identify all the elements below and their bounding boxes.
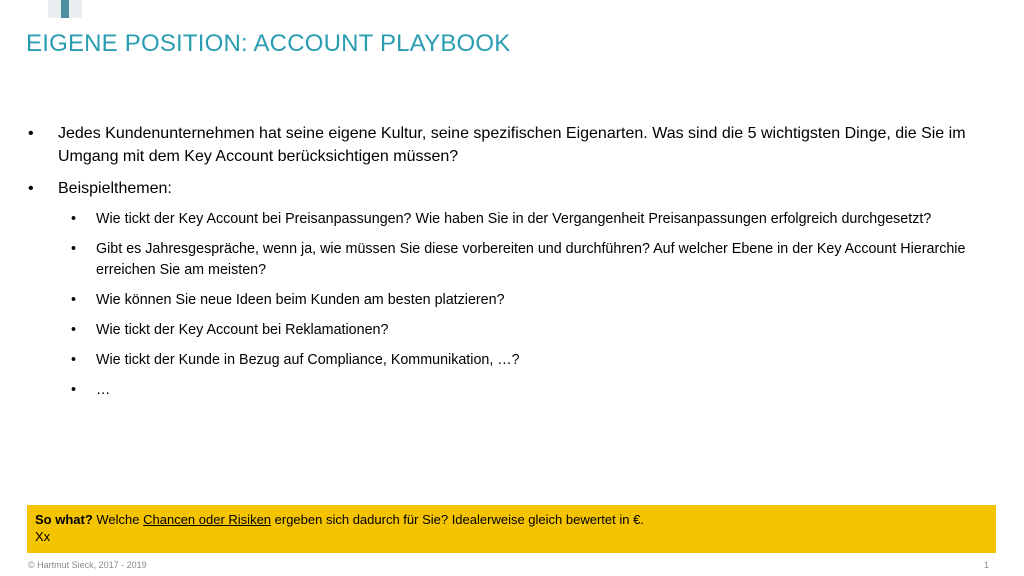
bullet-dot: • — [71, 382, 77, 398]
subbullet-item — [26, 350, 1006, 371]
subbullet-text: Wie können Sie neue Ideen beim Kunden am besten platzieren? — [96, 292, 505, 308]
subbullet-text: Wie tickt der Kunde in Bezug auf Compliance, Kommunikation, …? — [96, 352, 520, 368]
subbullet-item — [26, 209, 1006, 230]
subbullet-item — [26, 380, 1006, 401]
so-what-label: So what? — [35, 512, 93, 527]
bullet-dot: • — [71, 241, 77, 257]
so-what-line2: Xx — [35, 529, 51, 544]
page-number: 1 — [984, 560, 990, 570]
so-what-box — [27, 505, 996, 553]
so-what-text-before: Welche — [92, 512, 144, 527]
bullet-dot: • — [71, 292, 77, 308]
so-what-line — [35, 511, 988, 528]
bullet-dot: • — [28, 180, 34, 197]
slide-content — [26, 122, 1006, 410]
subbullet-text: Gibt es Jahresgespräche, wenn ja, wie müssen Sie diese vorbereiten und durchführen? Auf welcher Ebene in der Key Account Hierarchie erreichen Sie am meisten? — [96, 241, 966, 278]
bullet-dot: • — [28, 125, 34, 142]
bullet-item — [26, 177, 1006, 200]
subbullet-text: Wie tickt der Key Account bei Reklamationen? — [96, 322, 389, 338]
so-what-text-after: ergeben sich dadurch für Sie? Idealerweise gleich bewertet in €. — [271, 512, 644, 527]
slide-title: EIGENE POSITION: ACCOUNT PLAYBOOK — [26, 30, 511, 57]
logo-mark — [48, 0, 82, 18]
subbullet-text: … — [96, 382, 111, 398]
subbullet-item — [26, 320, 1006, 341]
subbullet-text: Wie tickt der Key Account bei Preisanpassungen? Wie haben Sie in der Vergangenheit Preisanpassungen erfolgreich durchgesetzt? — [96, 211, 932, 227]
subbullet-item — [26, 290, 1006, 311]
bullet-dot: • — [71, 211, 77, 227]
footer-copyright: © Hartmut Sieck, 2017 - 2019 — [28, 560, 147, 570]
logo-bar — [61, 0, 69, 18]
subbullet-item — [26, 239, 1006, 281]
so-what-emphasis: Chancen oder Risiken — [143, 512, 272, 527]
bullet-dot: • — [71, 322, 77, 338]
bullet-item — [26, 122, 1006, 168]
bullet-dot: • — [71, 352, 77, 368]
bullet-text: Beispielthemen: — [58, 180, 172, 197]
bullet-text: Jedes Kundenunternehmen hat seine eigene Kultur, seine spezifischen Eigenarten. Was sind die 5 wichtigsten Dinge, die Sie im Umgang mit dem Key Account berücksichtigen müssen? — [58, 125, 966, 165]
